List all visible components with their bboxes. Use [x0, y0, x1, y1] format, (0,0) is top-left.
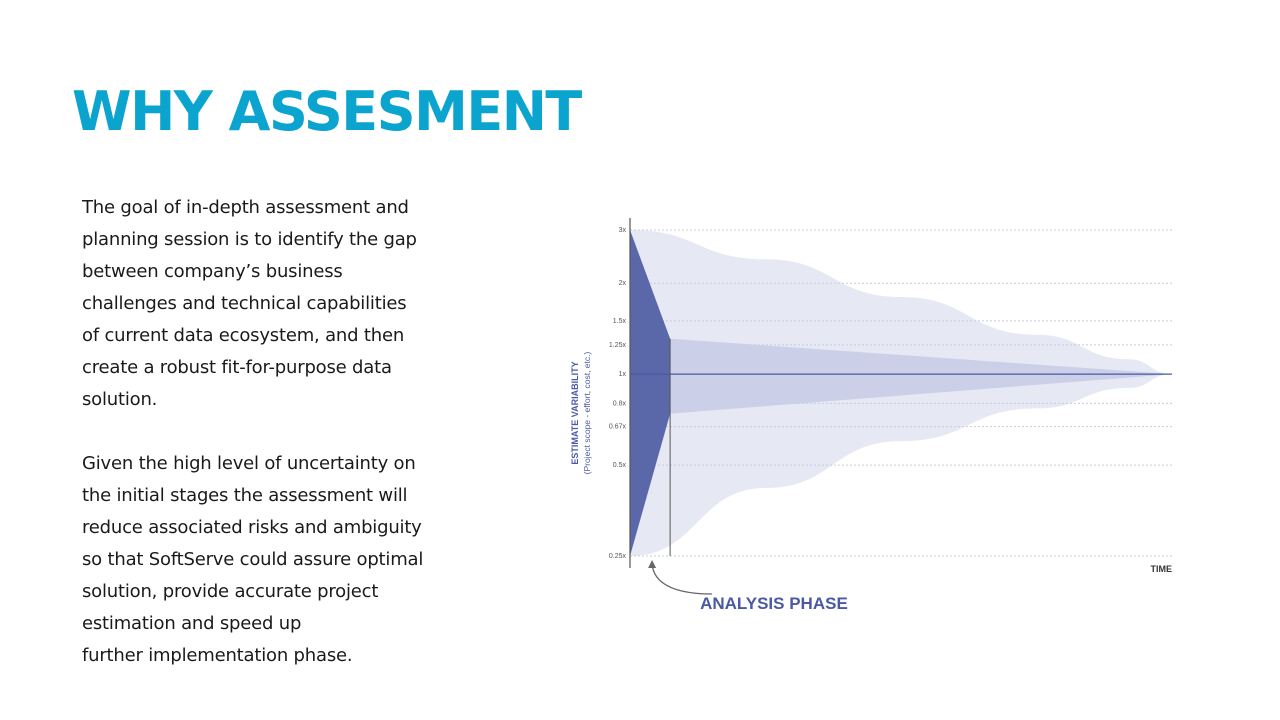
text-line: solution. [82, 389, 158, 410]
y-tick-label: 0.25x [608, 553, 626, 560]
y-tick-label: 0.67x [608, 423, 626, 431]
x-axis-label: TIME [1150, 564, 1172, 574]
arrow-head [648, 560, 656, 568]
slide-title: WHY ASSESMENT [72, 80, 581, 143]
text-line: create a robust fit-for-purpose data [82, 357, 392, 378]
cone-of-uncertainty-chart [560, 200, 1220, 640]
arrow-curve [652, 562, 712, 594]
text-line: challenges and technical capabilities [82, 293, 407, 314]
y-tick-label: 0.8x [612, 400, 626, 408]
y-axis-label: ESTIMATE VARIABILITY [570, 361, 580, 465]
text-line: solution, provide accurate project [82, 581, 379, 602]
text-line: of current data ecosystem, and then [82, 325, 405, 346]
text-line: between company’s business [82, 261, 343, 282]
text-line: The goal of in-depth assessment and [82, 197, 409, 218]
y-tick-label: 1.5x [612, 317, 626, 325]
analysis-phase-label: ANALYSIS PHASE [700, 594, 848, 613]
chart-svg [560, 200, 1220, 640]
paragraph-goal [82, 192, 442, 416]
text-line: planning session is to identify the gap [82, 229, 417, 250]
text-line: estimation and speed up [82, 613, 302, 634]
text-line: the initial stages the assessment will [82, 485, 408, 506]
body-text [82, 192, 442, 672]
y-tick-label: 1.25x [608, 341, 626, 349]
area-layer [630, 230, 1172, 556]
y-axis-sublabel: (Project scope - effort, cost, etc.) [582, 351, 592, 475]
y-tick-label: 0.5x [612, 462, 626, 470]
y-tick-label: 1x [618, 371, 626, 379]
y-tick-label: 3x [618, 227, 626, 234]
text-line: Given the high level of uncertainty on [82, 453, 416, 474]
text-line: further implementation phase. [82, 645, 353, 666]
text-line: so that SoftServe could assure optimal [82, 549, 424, 570]
y-tick-label: 2x [618, 280, 626, 288]
paragraph-uncertainty [82, 448, 442, 672]
text-line: reduce associated risks and ambiguity [82, 517, 422, 538]
